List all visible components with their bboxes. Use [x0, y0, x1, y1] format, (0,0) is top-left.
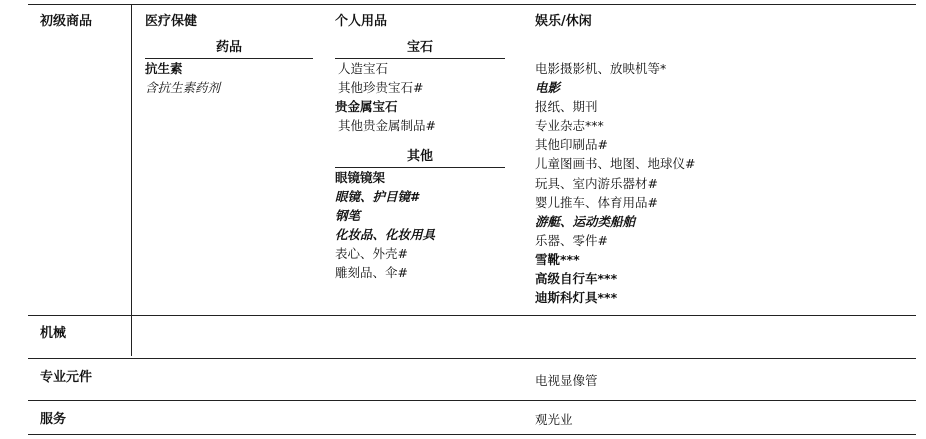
list-item: 钢笔 [335, 208, 361, 224]
list-item: 乐器、零件# [535, 232, 608, 248]
list-item: 表心、外壳# [335, 246, 408, 262]
category-components: 专业元件 [40, 370, 93, 385]
list-item: 婴儿推车、体育用品# [535, 194, 658, 210]
entertainment-item-list [535, 59, 695, 307]
category-machinery: 机械 [40, 326, 67, 341]
list-item: 高级自行车*** [535, 271, 618, 287]
list-item: 游艇、运动类船舶 [535, 213, 636, 229]
table-top-border [28, 4, 916, 5]
other-personal-item-list [335, 168, 435, 283]
list-item: 化妆品、化妆用具 [335, 227, 436, 243]
column-header-medical: 医疗保健 [145, 14, 198, 29]
row-divider [28, 358, 916, 359]
components-entertainment-cell: 电视显像管 [535, 373, 598, 388]
subhead-gems: 宝石 [335, 36, 505, 59]
category-primary-goods: 初级商品 [40, 14, 93, 29]
list-item: 电影 [535, 80, 561, 96]
subhead-pharmaceuticals: 药品 [145, 36, 313, 59]
column-header-entertainment: 娱乐/休闲 [535, 14, 592, 29]
list-item: 其他印刷品# [535, 137, 608, 153]
row-divider [28, 315, 916, 316]
list-item: 贵金属宝石 [335, 99, 398, 115]
list-item: 人造宝石 [338, 61, 389, 76]
list-item: 迪斯科灯具*** [535, 290, 618, 306]
list-item: 含抗生素药剂 [145, 80, 221, 96]
medical-item-list [145, 59, 220, 97]
list-item: 电影摄影机、放映机等* [535, 61, 667, 76]
services-entertainment-cell: 观光业 [535, 412, 573, 427]
subhead-other: 其他 [335, 145, 505, 168]
list-item: 儿童图画书、地图、地球仪# [535, 156, 696, 172]
gems-item-list [335, 59, 436, 135]
row-divider [28, 400, 916, 401]
list-item: 专业杂志*** [535, 118, 604, 134]
category-column-divider [131, 4, 132, 356]
list-item: 其他贵金属制品# [338, 118, 436, 134]
column-header-personal: 个人用品 [335, 14, 388, 29]
list-item: 雪靴*** [535, 251, 580, 267]
table-bottom-border [28, 434, 916, 435]
category-services: 服务 [40, 412, 67, 427]
list-item: 其他珍贵宝石# [338, 80, 424, 96]
list-item: 眼镜镜架 [335, 170, 386, 185]
list-item: 抗生素 [145, 61, 183, 76]
list-item: 玩具、室内游乐器材# [535, 175, 658, 191]
list-item: 雕刻品、伞# [335, 265, 408, 281]
list-item: 眼镜、护目镜# [335, 189, 419, 205]
list-item: 报纸、期刊 [535, 99, 598, 115]
